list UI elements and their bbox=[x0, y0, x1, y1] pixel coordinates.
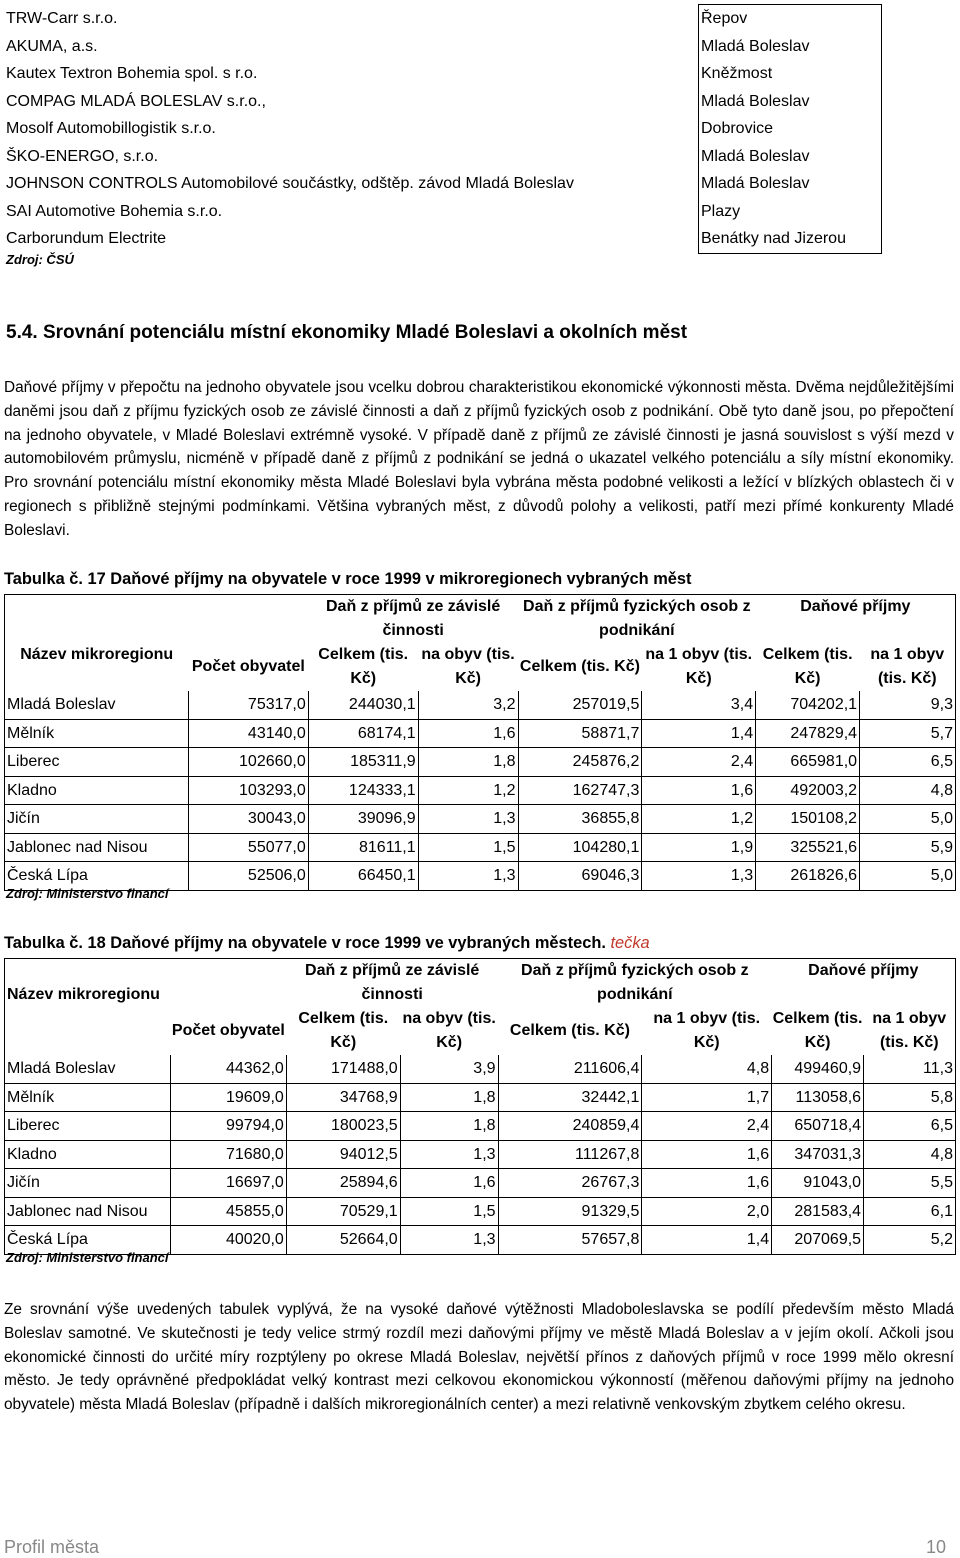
company-row bbox=[4, 60, 882, 88]
region-name-cell: Mělník bbox=[5, 1083, 171, 1112]
value-cell: 71680,0 bbox=[170, 1140, 286, 1169]
value-cell: 244030,1 bbox=[308, 691, 418, 719]
company-row bbox=[4, 143, 882, 171]
value-cell: 32442,1 bbox=[498, 1083, 642, 1112]
value-cell: 1,3 bbox=[418, 805, 518, 834]
region-name-cell: Jičín bbox=[5, 1169, 171, 1198]
value-cell: 70529,1 bbox=[286, 1197, 400, 1226]
region-name-cell: Česká Lípa bbox=[5, 1226, 171, 1255]
value-cell: 3,9 bbox=[400, 1055, 498, 1083]
table-row bbox=[5, 1055, 956, 1083]
value-cell: 650718,4 bbox=[772, 1112, 864, 1141]
value-cell: 499460,9 bbox=[772, 1055, 864, 1083]
table-row bbox=[5, 1140, 956, 1169]
company-name: Kautex Textron Bohemia spol. s r.o. bbox=[6, 65, 258, 82]
region-name-cell: Mladá Boleslav bbox=[5, 1055, 171, 1083]
value-cell: 247829,4 bbox=[756, 719, 860, 748]
value-cell: 19609,0 bbox=[170, 1083, 286, 1112]
company-row bbox=[4, 170, 882, 198]
value-cell: 5,5 bbox=[864, 1169, 956, 1198]
value-cell: 325521,6 bbox=[756, 833, 860, 862]
company-name: Mosolf Automobillogistik s.r.o. bbox=[6, 120, 216, 137]
companies-table bbox=[4, 4, 882, 254]
value-cell: 261826,6 bbox=[756, 862, 860, 891]
table18-sub-total2: Celkem (tis. Kč) bbox=[509, 1022, 630, 1039]
value-cell: 52506,0 bbox=[188, 862, 308, 891]
value-cell: 1,3 bbox=[400, 1140, 498, 1169]
value-cell: 1,6 bbox=[642, 776, 756, 805]
company-name: ŠKO-ENERGO, s.r.o. bbox=[6, 147, 159, 165]
value-cell: 5,2 bbox=[864, 1226, 956, 1255]
value-cell: 180023,5 bbox=[286, 1112, 400, 1141]
table18-source: Zdroj: Ministerstvo financí bbox=[6, 1250, 169, 1265]
section-heading: 5.4. Srovnání potenciálu místní ekonomiky Mladé Boleslavi a okolních měst bbox=[6, 322, 688, 343]
region-name-cell: Kladno bbox=[5, 776, 189, 805]
value-cell: 68174,1 bbox=[308, 719, 418, 748]
value-cell: 26767,3 bbox=[498, 1169, 642, 1198]
region-name-cell: Česká Lípa bbox=[5, 862, 189, 891]
value-cell: 6,1 bbox=[864, 1197, 956, 1226]
company-location: Mladá Boleslav bbox=[699, 143, 882, 171]
region-name-cell: Jičín bbox=[5, 805, 189, 834]
value-cell: 3,4 bbox=[642, 691, 756, 719]
table17-sub-total1: Celkem (tis. Kč) bbox=[318, 646, 409, 687]
company-location: Mladá Boleslav bbox=[699, 170, 882, 198]
value-cell: 104280,1 bbox=[518, 833, 642, 862]
value-cell: 1,4 bbox=[642, 1226, 772, 1255]
table-row bbox=[5, 748, 956, 777]
value-cell: 1,2 bbox=[642, 805, 756, 834]
value-cell: 211606,4 bbox=[498, 1055, 642, 1083]
value-cell: 1,4 bbox=[642, 719, 756, 748]
table17-source: Zdroj: Ministerstvo financí bbox=[6, 886, 169, 901]
value-cell: 347031,3 bbox=[772, 1140, 864, 1169]
value-cell: 91329,5 bbox=[498, 1197, 642, 1226]
value-cell: 69046,3 bbox=[518, 862, 642, 891]
company-row bbox=[4, 88, 882, 116]
value-cell: 45855,0 bbox=[170, 1197, 286, 1226]
table17-header-pop: Počet obyvatel bbox=[188, 595, 308, 692]
value-cell: 102660,0 bbox=[188, 748, 308, 777]
table-row bbox=[5, 719, 956, 748]
value-cell: 4,8 bbox=[642, 1055, 772, 1083]
company-name: SAI Automotive Bohemia s.r.o. bbox=[6, 202, 223, 220]
value-cell: 1,8 bbox=[400, 1083, 498, 1112]
value-cell: 11,3 bbox=[864, 1055, 956, 1083]
value-cell: 34768,9 bbox=[286, 1083, 400, 1112]
region-name-cell: Mladá Boleslav bbox=[5, 691, 189, 719]
value-cell: 1,5 bbox=[418, 833, 518, 862]
value-cell: 245876,2 bbox=[518, 748, 642, 777]
table17-sub-per3: na 1 obyv (tis. Kč) bbox=[860, 643, 956, 691]
region-name-cell: Jablonec nad Nisou bbox=[5, 833, 189, 862]
value-cell: 5,0 bbox=[860, 862, 956, 891]
table17-header-name: Název mikroregionu bbox=[5, 595, 189, 692]
value-cell: 43140,0 bbox=[188, 719, 308, 748]
value-cell: 124333,1 bbox=[308, 776, 418, 805]
value-cell: 171488,0 bbox=[286, 1055, 400, 1083]
table18-header-name: Název mikroregionu bbox=[5, 959, 171, 1056]
company-row bbox=[4, 225, 882, 253]
value-cell: 57657,8 bbox=[498, 1226, 642, 1255]
table17-sub-total2: Celkem (tis. Kč) bbox=[519, 658, 640, 675]
value-cell: 1,3 bbox=[400, 1226, 498, 1255]
table17-sub-per2: na 1 obyv (tis. Kč) bbox=[645, 646, 753, 687]
region-name-cell: Liberec bbox=[5, 1112, 171, 1141]
value-cell: 81611,1 bbox=[308, 833, 418, 862]
footer-page-number: 10 bbox=[925, 1537, 946, 1557]
value-cell: 2,4 bbox=[642, 748, 756, 777]
value-cell: 91043,0 bbox=[772, 1169, 864, 1198]
value-cell: 1,7 bbox=[642, 1083, 772, 1112]
table-row bbox=[5, 1169, 956, 1198]
value-cell: 207069,5 bbox=[772, 1226, 864, 1255]
value-cell: 162747,3 bbox=[518, 776, 642, 805]
company-name: AKUMA, a.s. bbox=[6, 37, 98, 55]
company-location: Mladá Boleslav bbox=[699, 88, 882, 116]
table18-sub-per2: na 1 obyv (tis. Kč) bbox=[653, 1010, 761, 1051]
value-cell: 1,6 bbox=[642, 1169, 772, 1198]
value-cell: 257019,5 bbox=[518, 691, 642, 719]
value-cell: 2,0 bbox=[642, 1197, 772, 1226]
value-cell: 6,5 bbox=[864, 1112, 956, 1141]
value-cell: 4,8 bbox=[864, 1140, 956, 1169]
value-cell: 1,6 bbox=[642, 1140, 772, 1169]
table18-caption: Tabulka č. 18 Daňové příjmy na obyvatele v roce 1999 ve vybraných městech. tečka bbox=[4, 934, 650, 952]
table-row bbox=[5, 805, 956, 834]
company-row bbox=[4, 115, 882, 143]
table18 bbox=[4, 958, 956, 1255]
region-name-cell: Liberec bbox=[5, 748, 189, 777]
value-cell: 36855,8 bbox=[518, 805, 642, 834]
table18-sub-per1: na obyv (tis. Kč) bbox=[402, 1010, 496, 1051]
value-cell: 113058,6 bbox=[772, 1083, 864, 1112]
table18-caption-note: tečka bbox=[610, 934, 650, 952]
value-cell: 6,5 bbox=[860, 748, 956, 777]
value-cell: 103293,0 bbox=[188, 776, 308, 805]
table18-sub-total3: Celkem (tis. Kč) bbox=[772, 1010, 863, 1051]
conclusion-paragraph: Ze srovnání výše uvedených tabulek vyplývá, že na vysoké daňové výtěžnosti Mladoboleslavska se podílí především město Mladá Boleslav samotné. Ve skutečnosti je tedy velice strmý rozdíl mezi daňovými příjmy ve městě Mladá Boleslav a v jejím okolí. Ačkoli jsou ekonomické činnosti do určité míry rozptýleny po okrese Mladá Boleslav, největší přínos z daňových příjmů v roce 1999 mělo okresní město. Je tedy oprávněné předpokládat velký kontrast mezi celkovou ekonomickou výkonností (měřenou daňovými příjmy na jednoho obyvatele) města Mladá Boleslav (případně i dalších mikroregionálních center) a mezi relativně venkovským zbytkem celého okresu. bbox=[4, 1301, 954, 1414]
value-cell: 1,6 bbox=[400, 1169, 498, 1198]
value-cell: 66450,1 bbox=[308, 862, 418, 891]
table-row bbox=[5, 1112, 956, 1141]
region-name-cell: Jablonec nad Nisou bbox=[5, 1197, 171, 1226]
table17-header-group2: Daň z příjmů fyzických osob z podnikání bbox=[518, 595, 756, 644]
value-cell: 281583,4 bbox=[772, 1197, 864, 1226]
intro-paragraph: Daňové příjmy v přepočtu na jednoho obyvatele jsou vcelku dobrou charakteristikou ekonomické výkonnosti města. Dvěma nejdůležitějšími daněmi jsou daň z příjmu fyzických osob ze závislé činnosti a daň z příjmů fyzických osob z podnikání. Obě tyto daně jsou, po přepočtení na jednoho obyvatele, v Mladé Boleslavi extrémně vysoké. V případě daně z příjmů ze závislé činnosti je jasná souvislost s výší mezd v automobilovém průmyslu, nicméně v případě daně z příjmů z podnikání se jedná o ukazatel velkého potenciálu a síly místní ekonomiky. Pro srovnání potenciálu místní ekonomiky města Mladé Boleslavi byla vybrána města podobné velikosti a ležící v blízkých oblastech či v regionech s přibližně stejnými podmínkami. Většina vybraných měst, z důvodů polohy a velikosti, patří mezi přímé konkurenty Mladé Boleslavi. bbox=[4, 379, 954, 539]
value-cell: 99794,0 bbox=[170, 1112, 286, 1141]
value-cell: 44362,0 bbox=[170, 1055, 286, 1083]
value-cell: 39096,9 bbox=[308, 805, 418, 834]
company-location: Benátky nad Jizerou bbox=[699, 225, 882, 253]
value-cell: 240859,4 bbox=[498, 1112, 642, 1141]
value-cell: 55077,0 bbox=[188, 833, 308, 862]
company-row bbox=[4, 33, 882, 61]
table18-header-pop: Počet obyvatel bbox=[170, 959, 286, 1056]
table18-sub-per3: na 1 obyv (tis. Kč) bbox=[864, 1007, 956, 1055]
company-location: Kněžmost bbox=[699, 60, 882, 88]
company-location: Plazy bbox=[699, 198, 882, 226]
footer-title: Profil města bbox=[4, 1537, 100, 1557]
table-row bbox=[5, 691, 956, 719]
value-cell: 16697,0 bbox=[170, 1169, 286, 1198]
value-cell: 30043,0 bbox=[188, 805, 308, 834]
value-cell: 1,8 bbox=[418, 748, 518, 777]
table17-header-group1: Daň z příjmů ze závislé činnosti bbox=[308, 595, 518, 644]
table17-sub-per1: na obyv (tis. Kč) bbox=[421, 646, 515, 687]
company-row bbox=[4, 5, 882, 33]
company-location: Dobrovice bbox=[699, 115, 882, 143]
value-cell: 58871,7 bbox=[518, 719, 642, 748]
region-name-cell: Kladno bbox=[5, 1140, 171, 1169]
company-name: COMPAG MLADÁ BOLESLAV s.r.o., bbox=[6, 92, 266, 110]
table17-header-group3: Daňové příjmy bbox=[756, 595, 956, 644]
value-cell: 5,7 bbox=[860, 719, 956, 748]
table-row bbox=[5, 1083, 956, 1112]
value-cell: 1,9 bbox=[642, 833, 756, 862]
company-name: JOHNSON CONTROLS Automobilové součástky, odštěp. závod Mladá Boleslav bbox=[6, 175, 574, 192]
table-row bbox=[5, 833, 956, 862]
value-cell: 5,9 bbox=[860, 833, 956, 862]
table17-caption: Tabulka č. 17 Daňové příjmy na obyvatele v roce 1999 v mikroregionech vybraných měst bbox=[4, 570, 692, 588]
company-name: TRW-Carr s.r.o. bbox=[6, 9, 118, 27]
value-cell: 150108,2 bbox=[756, 805, 860, 834]
table-row bbox=[5, 1197, 956, 1226]
value-cell: 4,8 bbox=[860, 776, 956, 805]
table17-sub-total3: Celkem (tis. Kč) bbox=[762, 646, 853, 687]
value-cell: 3,2 bbox=[418, 691, 518, 719]
company-location: Řepov bbox=[699, 5, 882, 33]
value-cell: 1,5 bbox=[400, 1197, 498, 1226]
table18-sub-total1: Celkem (tis. Kč) bbox=[298, 1010, 389, 1051]
value-cell: 25894,6 bbox=[286, 1169, 400, 1198]
value-cell: 75317,0 bbox=[188, 691, 308, 719]
value-cell: 9,3 bbox=[860, 691, 956, 719]
table18-header-group1: Daň z příjmů ze závislé činnosti bbox=[286, 959, 498, 1008]
table17 bbox=[4, 594, 956, 891]
value-cell: 704202,1 bbox=[756, 691, 860, 719]
table18-header-group2: Daň z příjmů fyzických osob z podnikání bbox=[498, 959, 772, 1008]
value-cell: 1,8 bbox=[400, 1112, 498, 1141]
value-cell: 1,3 bbox=[642, 862, 756, 891]
company-location: Mladá Boleslav bbox=[699, 33, 882, 61]
value-cell: 2,4 bbox=[642, 1112, 772, 1141]
company-row bbox=[4, 198, 882, 226]
value-cell: 1,3 bbox=[418, 862, 518, 891]
value-cell: 5,8 bbox=[864, 1083, 956, 1112]
company-name: Carborundum Electrite bbox=[6, 230, 167, 247]
region-name-cell: Mělník bbox=[5, 719, 189, 748]
value-cell: 1,2 bbox=[418, 776, 518, 805]
value-cell: 492003,2 bbox=[756, 776, 860, 805]
value-cell: 1,6 bbox=[418, 719, 518, 748]
value-cell: 665981,0 bbox=[756, 748, 860, 777]
value-cell: 111267,8 bbox=[498, 1140, 642, 1169]
value-cell: 94012,5 bbox=[286, 1140, 400, 1169]
companies-source: Zdroj: ČSÚ bbox=[6, 252, 74, 267]
table18-header-group3: Daňové příjmy bbox=[772, 959, 956, 1008]
value-cell: 52664,0 bbox=[286, 1226, 400, 1255]
value-cell: 5,0 bbox=[860, 805, 956, 834]
value-cell: 40020,0 bbox=[170, 1226, 286, 1255]
value-cell: 185311,9 bbox=[308, 748, 418, 777]
table-row bbox=[5, 776, 956, 805]
